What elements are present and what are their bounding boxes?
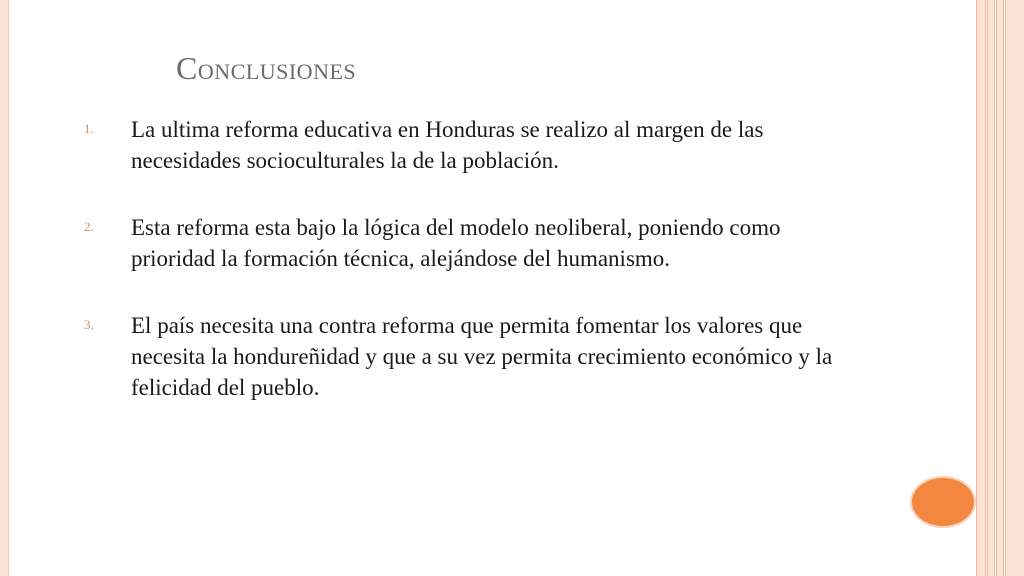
right-stripe-decoration — [1005, 0, 1024, 576]
list-item-text: La ultima reforma educativa en Honduras se realizo al margen de las necesidades socioculturales la de la población. — [131, 117, 764, 173]
list-item-text: Esta reforma esta bajo la lógica del modelo neoliberal, poniendo como prioridad la formación técnica, alejándose del humanismo. — [131, 215, 781, 271]
list-item — [84, 114, 844, 176]
right-stripe-decoration — [976, 0, 986, 576]
list-item — [84, 212, 844, 274]
right-stripe-decoration — [987, 0, 995, 576]
slide-title: Conclusiones — [176, 50, 357, 86]
list-item — [84, 310, 844, 403]
list-item-number: 1. — [84, 121, 94, 136]
list-item-number: 2. — [84, 219, 94, 234]
left-border-decoration — [0, 0, 9, 576]
right-stripe-decoration — [996, 0, 1004, 576]
decorative-circle — [912, 478, 974, 526]
list-item-text: El país necesita una contra reforma que permita fomentar los valores que necesita la hondureñidad y que a su vez permita crecimiento económico y la felicidad del pueblo. — [131, 313, 833, 400]
conclusions-list — [84, 114, 844, 439]
list-item-number: 3. — [84, 317, 94, 332]
